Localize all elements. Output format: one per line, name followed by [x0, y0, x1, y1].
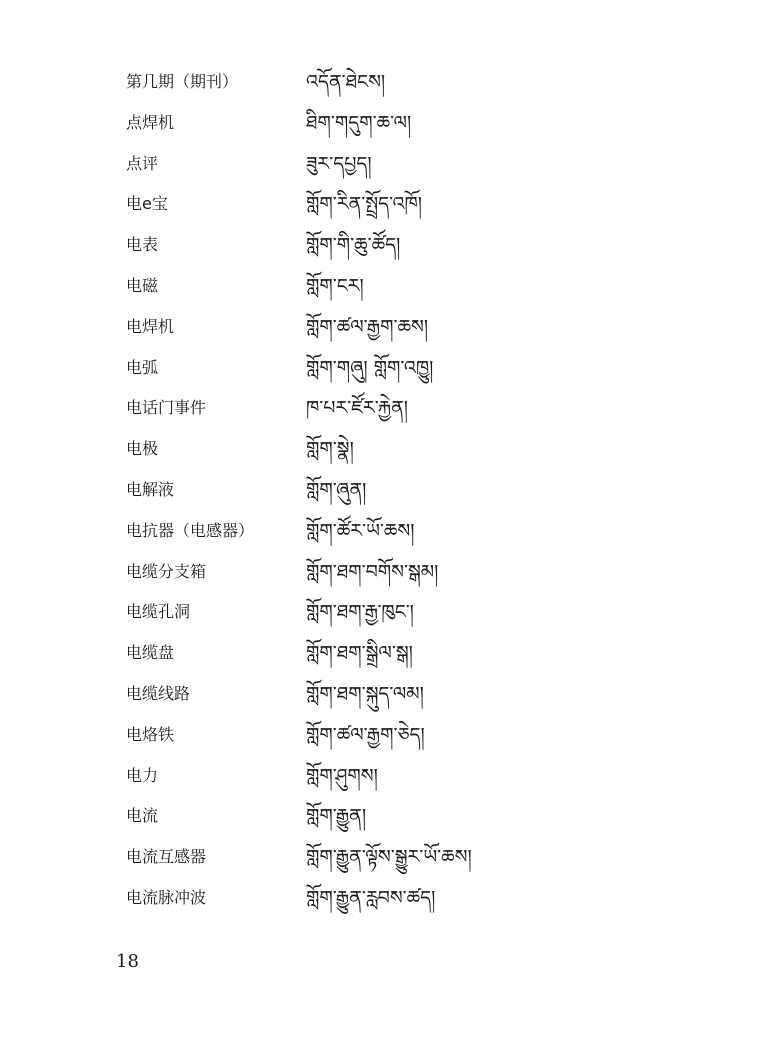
tibetan-term: གློག་ཐག་བགོས་སྒམ།: [306, 560, 439, 583]
chinese-term: 电力: [126, 765, 159, 785]
chinese-term: 电磁: [126, 275, 159, 295]
tibetan-term: གློག་ཤུགས།: [306, 764, 378, 787]
glossary-entry: [0, 266, 760, 307]
glossary-entry: [0, 103, 760, 144]
tibetan-term: གློག་ཚལ་རྒྱག་ཅེད།: [306, 723, 425, 746]
glossary-entry: [0, 878, 760, 919]
chinese-term: 第几期（期刊）: [126, 72, 239, 91]
chinese-term: 电极: [126, 439, 159, 459]
chinese-term: 电弧: [126, 357, 159, 377]
chinese-term: 电缆线路: [126, 683, 191, 703]
glossary-entry: [0, 307, 760, 348]
tibetan-term: གློག་རིན་སྤྲོད་འཁོ།: [306, 193, 422, 216]
tibetan-term: ཟུར་དཔྱད།: [306, 152, 372, 175]
chinese-term: 电解液: [126, 479, 175, 499]
glossary-entry: [0, 592, 760, 633]
tibetan-term: གློག་ཐག་སྒྲིལ་སྒ།: [306, 642, 413, 665]
tibetan-term: གློག་ངར།: [306, 274, 364, 297]
tibetan-term: འདོན་ཐེངས།: [306, 71, 386, 93]
tibetan-term: གློག་གཞུ། གློག་འཁྱུ།: [306, 356, 434, 379]
glossary-entry: [0, 470, 760, 511]
tibetan-term: གློག་རྒྱུན་ལྟོས་སྒྱུར་ཡོ་ཆས།: [306, 846, 472, 869]
tibetan-term: ཐིག་གདུག་ཆ་ལ།: [306, 111, 412, 134]
glossary-list: [0, 62, 760, 919]
tibetan-term: གློག་ཚལ་རྒྱག་ཆས།: [306, 315, 429, 338]
tibetan-term: གློག་ཐག་རྒྱ་ཁུང་།: [306, 601, 414, 624]
page-number: 18: [116, 951, 139, 972]
chinese-term: 点评: [126, 153, 159, 173]
glossary-entry: [0, 429, 760, 470]
glossary-entry: [0, 348, 760, 389]
tibetan-term: ཁ་པར་ཛོར་རྐྱེན།: [306, 397, 409, 420]
chinese-term: 电流: [126, 806, 159, 826]
chinese-term: 电缆分支箱: [126, 561, 207, 581]
chinese-term: 电表: [126, 235, 159, 255]
chinese-term: 电流脉冲波: [126, 887, 207, 907]
glossary-entry: [0, 511, 760, 552]
glossary-entry: [0, 552, 760, 593]
glossary-entry: [0, 633, 760, 674]
glossary-entry: [0, 756, 760, 797]
glossary-entry: [0, 225, 760, 266]
chinese-term: 电流互感器: [126, 847, 207, 867]
chinese-term: 电缆孔洞: [126, 602, 191, 622]
tibetan-term: གློག་སྣེ།: [306, 438, 354, 461]
chinese-term: 点焊机: [126, 112, 175, 132]
chinese-term: 电烙铁: [126, 724, 175, 744]
tibetan-term: གློག་གི་ཆུ་ཚོད།: [306, 234, 401, 257]
tibetan-term: གློག་ཚོར་ཡོ་ཆས།: [306, 519, 415, 542]
chinese-term: 电话门事件: [126, 398, 207, 418]
glossary-entry: [0, 796, 760, 837]
glossary-entry: [0, 144, 760, 185]
chinese-term: 电缆盘: [126, 643, 175, 663]
chinese-term: 电焊机: [126, 316, 175, 336]
glossary-entry: [0, 674, 760, 715]
chinese-term: 电抗器（电感器）: [126, 520, 255, 540]
chinese-term: 电e宝: [126, 194, 168, 214]
tibetan-term: གློག་རྒྱུན་རླབས་ཚད།: [306, 886, 436, 909]
glossary-entry: [0, 62, 760, 103]
glossary-entry: [0, 837, 760, 878]
glossary-entry: [0, 715, 760, 756]
glossary-entry: [0, 184, 760, 225]
glossary-entry: [0, 388, 760, 429]
tibetan-term: གློག་རྒྱུན།: [306, 805, 367, 828]
tibetan-term: གློག་ཞུན།: [306, 478, 367, 501]
tibetan-term: གློག་ཐག་སྐུད་ལམ།: [306, 682, 424, 705]
